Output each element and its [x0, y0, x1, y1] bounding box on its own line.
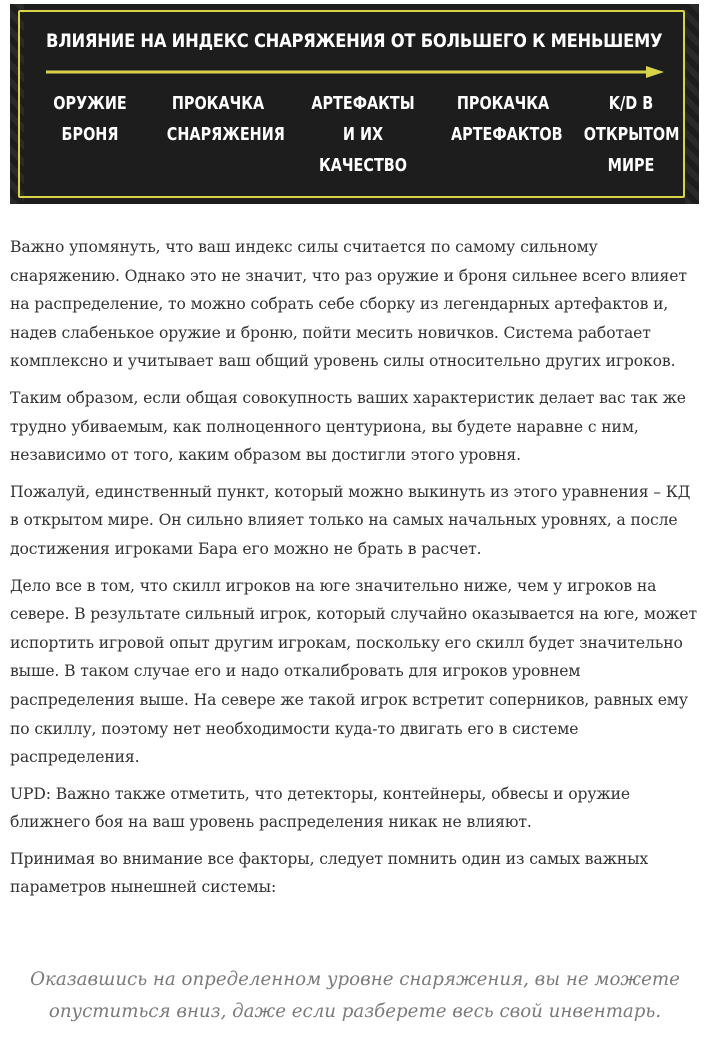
- banner-column-line: СНАРЯЖЕНИЯ: [166, 124, 285, 145]
- banner-column-artifacts: [298, 88, 428, 181]
- article-paragraph: Пожалуй, единственный пункт, который можно выкинуть из этого уравнения – КД в открытом мире. Он сильно влияет только на самых начальных уровнях, а после достижения игроками Бара его можно не брать в расчет.: [10, 482, 691, 558]
- article-paragraph: Таким образом, если общая совокупность ваших характеристик делает вас так же трудно убиваемым, как полноценного центуриона, вы будете наравне с ним, независимо от того, каким образом вы достигли этого уровня.: [10, 388, 686, 465]
- banner-column-line: ПРОКАЧКА: [171, 93, 265, 114]
- banner-column-line: ОТКРЫТОМ: [583, 124, 680, 145]
- banner-column-weapon-armor: [36, 88, 144, 150]
- banner-columns: [36, 88, 686, 188]
- article-paragraph: Дело все в том, что скилл игроков на юге значительно ниже, чем у игроков на севере. В результате сильный игрок, который случайно оказывается на юге, может испортить игровой опыт другим игрокам, поскольку его скилл будет значительно выше. В таком случае его и надо откалибровать для игроков уровнем распределения выше. На севере же такой игрок встретит соперников, равных ему по скиллу, поэтому нет необходимости куда-то двигать его в системе распределения.: [10, 576, 697, 767]
- article-paragraph: Важно упомянуть, что ваш индекс силы считается по самому сильному снаряжению. Однако это не значит, что раз оружие и броня сильнее всего влияет на распределение, то можно собрать себе сборку из легендарных артефактов и, надев слабенькое оружие и броню, пойти месить новичков. Система работает комплексно и учитывает ваш общий уровень силы относительно других игроков.: [10, 238, 687, 371]
- banner-column-line: БРОНЯ: [61, 124, 119, 145]
- banner-title: ВЛИЯНИЕ НА ИНДЕКС СНАРЯЖЕНИЯ ОТ БОЛЬШЕГО К МЕНЬШЕМУ: [46, 30, 663, 52]
- banner-column-line: МИРЕ: [607, 155, 655, 176]
- banner-column-gear-upgrade: [154, 88, 285, 150]
- pull-quote: Оказавшись на определенном уровне снаряжения, вы не можете опуститься вниз, даже если разберете весь свой инвентарь.: [30, 969, 680, 1022]
- arrow-icon: [46, 66, 664, 78]
- banner-column-line: K/D В: [608, 93, 654, 114]
- banner-column-line: ПРОКАЧКА: [456, 93, 550, 114]
- banner-column-artifact-upgrade: [438, 88, 568, 150]
- banner-column-line: АРТЕФАКТОВ: [451, 124, 563, 145]
- banner-column-line: ОРУЖИЕ: [53, 93, 127, 114]
- article-paragraph: Принимая во внимание все факторы, следует помнить один из самых важных параметров нынешней системы:: [10, 849, 649, 897]
- banner-column-line: КАЧЕСТВО: [319, 155, 407, 176]
- infographic-banner: [10, 4, 699, 204]
- banner-column-kd-open-world: [572, 88, 690, 181]
- banner-column-line: И ИХ: [342, 124, 384, 145]
- article-body: [10, 233, 700, 910]
- article-paragraph: UPD: Важно также отметить, что детекторы, контейнеры, обвесы и оружие ближнего боя на ваш уровень распределения никак не влияют.: [10, 784, 631, 832]
- banner-column-line: АРТЕФАКТЫ: [311, 93, 415, 114]
